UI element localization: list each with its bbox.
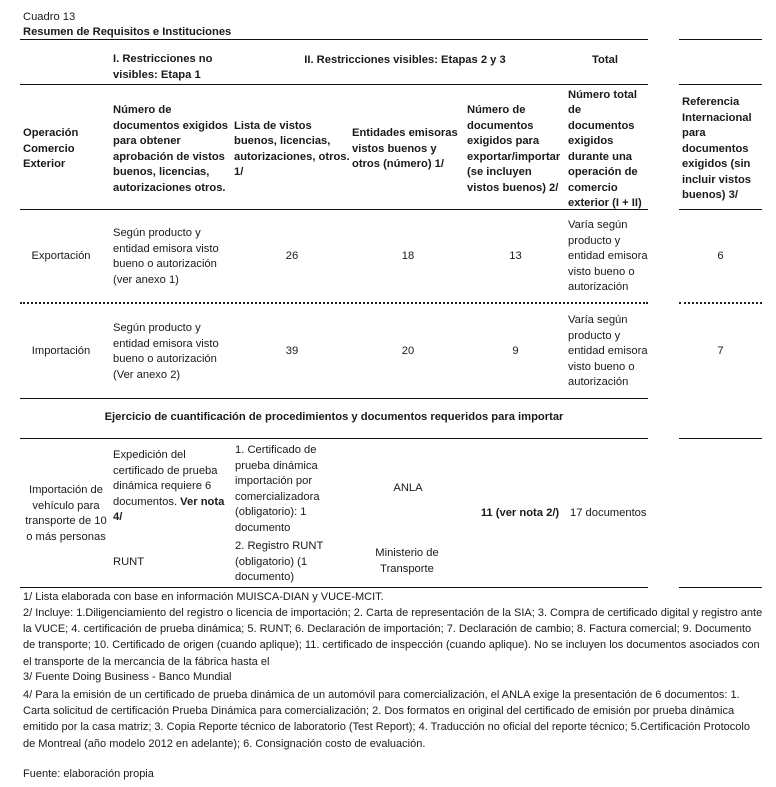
rule-group-ref bbox=[679, 84, 762, 85]
cell-list-count: 39 bbox=[285, 345, 299, 358]
footnote-2: 2/ Incluye: 1.Diligenciamiento del registro o licencia de importación; 2. Carta de representación de la SIA; 3. Compra de certificado digital y registro ante la VUCE; 4. certificación de prueba dinámica; 5. RUNT; 6. Declaración de importación; 7. Declaración de cambio; 8. Factura comercial; 9. Documento de transporte; 10. Certificado de origen (cuando aplique); 11. certificado de inspección (cuando aplique). No se incluyen los documentos asociados con el transporte de la mercancia de la fábrica hasta el bbox=[23, 607, 763, 668]
rule-group bbox=[20, 84, 648, 85]
table-title: Resumen de Requisitos e Instituciones bbox=[23, 26, 232, 38]
cell-entities: 20 bbox=[401, 345, 415, 358]
cell-operation: Exportación bbox=[31, 250, 91, 263]
cell-entities: 18 bbox=[401, 250, 415, 263]
col-header-entities: Entidades emisoras vistos buenos y otros (número) 1/ bbox=[352, 127, 458, 171]
col-header-operation: Operación Comercio Exterior bbox=[23, 127, 79, 171]
col-header-approval-docs: Número de documentos exigidos para obtener aprobación de vistos buenos, licencias, autorizaciones otros. bbox=[113, 104, 228, 194]
cell-approval-docs: Expedición del certificado de prueba dinámica requiere 6 documentos. Ver nota 4/ bbox=[113, 449, 225, 523]
source-note: Fuente: elaboración propia bbox=[23, 768, 154, 780]
footnote-3: 3/ Fuente Doing Business - Banco Mundial bbox=[23, 671, 232, 683]
cell-docs-required: 9 bbox=[512, 345, 519, 358]
row-separator bbox=[20, 302, 648, 304]
cell-list-count: 26 bbox=[285, 250, 299, 263]
note-reference: Ver nota 4/ bbox=[113, 495, 225, 523]
group-header-etapas-2-3: II. Restricciones visibles: Etapas 2 y 3 bbox=[304, 54, 506, 67]
rule-header-ref bbox=[679, 209, 762, 210]
cell-total: Varía según producto y entidad emisora visto bueno o autorización bbox=[568, 219, 648, 294]
row-separator-ref bbox=[679, 302, 762, 304]
cell-docs-required: 13 bbox=[509, 250, 522, 263]
cell-intl-reference: 6 bbox=[717, 250, 724, 263]
cell-operation: Importación de vehículo para transporte de 10 o más personas bbox=[25, 484, 107, 543]
exercise-title: Ejercicio de cuantificación de procedimientos y documentos requeridos para importar bbox=[104, 411, 564, 424]
cell-operation: Importación bbox=[31, 345, 91, 358]
col-header-total: Número total de documentos exigidos durante una operación de comercio exterior (I + II) bbox=[568, 88, 642, 209]
rule-top-ref bbox=[679, 39, 762, 40]
cell-approval-runt: RUNT bbox=[113, 556, 145, 568]
cell-entity-anla: ANLA bbox=[393, 482, 423, 494]
col-header-list: Lista de vistos buenos, licencias, autorizaciones, otros. 1/ bbox=[234, 119, 350, 178]
cell-approval-docs: Según producto y entidad emisora visto bueno o autorización (Ver anexo 2) bbox=[113, 322, 219, 381]
footnote-1: 1/ Lista elaborada con base en información MUISCA-DIAN y VUCE-MCIT. bbox=[23, 591, 384, 603]
rule-bottom bbox=[20, 587, 648, 588]
col-header-intl-reference: Referencia Internacional para documentos exigidos (sin incluir vistos buenos) 3/ bbox=[682, 96, 752, 202]
rule-exercise-ref bbox=[679, 438, 762, 439]
cell-list-item-1: 1. Certificado de prueba dinámica importación por comercializadora (obligatorio): 1 documento bbox=[235, 444, 320, 534]
cell-entity-ministerio: Ministerio de Transporte bbox=[375, 547, 439, 575]
rule-bottom-ref bbox=[679, 587, 762, 588]
rule-header bbox=[20, 209, 648, 210]
cell-docs-required: 11 (ver nota 2/) bbox=[480, 507, 560, 520]
group-header-etapa1: I. Restricciones no visibles: Etapa 1 bbox=[113, 53, 213, 81]
cell-list-item-2: 2. Registro RUNT (obligatorio) (1 documento) bbox=[235, 540, 324, 583]
rule-exercise bbox=[20, 438, 648, 439]
cell-total: 17 documentos bbox=[570, 507, 647, 520]
cell-total: Varía según producto y entidad emisora visto bueno o autorización bbox=[568, 314, 648, 389]
footnote-4: 4/ Para la emisión de un certificado de prueba dinámica de un automóvil para comercialización, el ANLA exige la presentación de 6 documentos: 1. Carta solicitud de certificación Prueba Dinámica para comercialización; 2. Dos formatos en original del certificado de emisión por prueba dinámica emitido por la casa matriz; 3. Copia Reporte técnico de laboratorio (Test Report); 4. Traducción no oficial del reporte técnico; 5.Certificación Protocolo de Montreal (año modelo 2012 en adelante); 6. Consignación costo de evaluación. bbox=[23, 689, 750, 750]
rule-rows-end bbox=[20, 398, 648, 399]
table-label: Cuadro 13 bbox=[23, 11, 76, 23]
col-header-docs-required: Número de documentos exigidos para exportar/importar (se incluyen vistos buenos) 2/ bbox=[467, 104, 561, 194]
cell-intl-reference: 7 bbox=[717, 345, 724, 358]
rule-top bbox=[20, 39, 648, 40]
group-header-total: Total bbox=[592, 54, 618, 67]
cell-approval-docs: Según producto y entidad emisora visto bueno o autorización (ver anexo 1) bbox=[113, 227, 219, 286]
